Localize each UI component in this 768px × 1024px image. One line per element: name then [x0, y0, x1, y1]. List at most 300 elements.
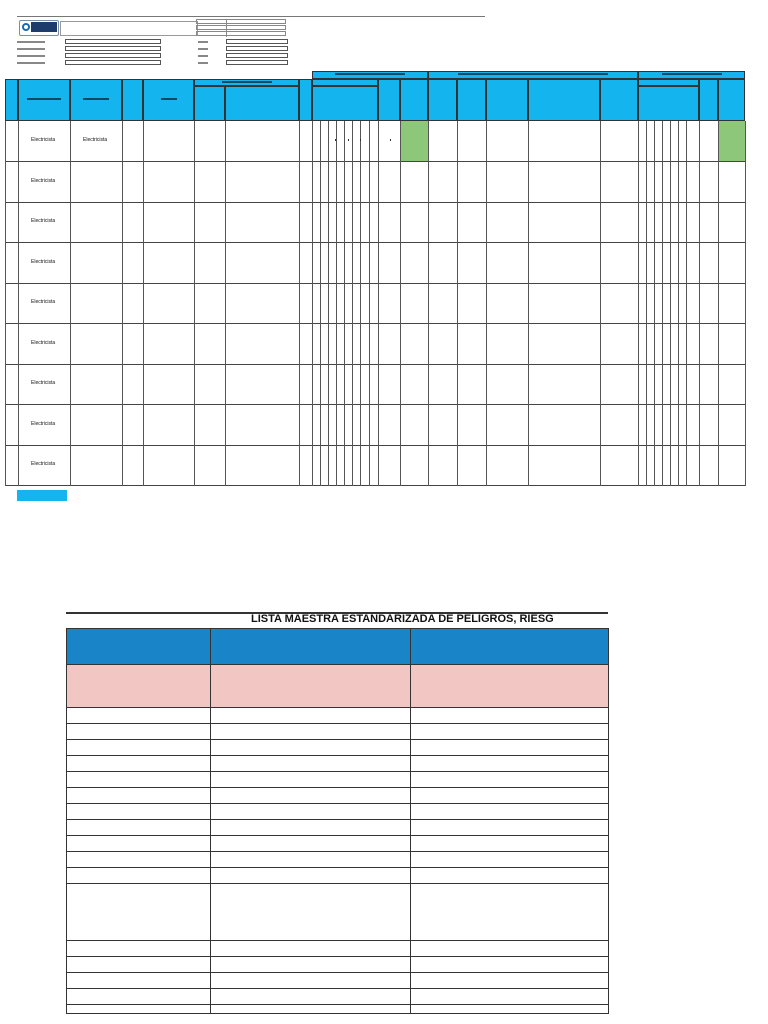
- cell-divider: [194, 162, 195, 203]
- table-row: [5, 162, 745, 203]
- cell-divider: [369, 162, 370, 203]
- cell-divider: [5, 121, 6, 162]
- cell-divider: [670, 324, 671, 365]
- cell-divider: [352, 324, 353, 365]
- cell-divider: [336, 243, 337, 284]
- meta-label: [17, 62, 45, 64]
- cell-divider: [646, 283, 647, 324]
- cell-divider: [70, 162, 71, 203]
- cell-divider: [320, 324, 321, 365]
- legend-box: [17, 490, 67, 501]
- meta-label: [198, 41, 208, 43]
- cell-divider: [718, 324, 719, 365]
- cell-divider: [299, 324, 300, 365]
- table-row: [5, 405, 745, 446]
- group-header-initial-evaluation: [312, 71, 428, 79]
- meta-label: [198, 48, 208, 50]
- cell-divider: [299, 202, 300, 243]
- table-row: [67, 740, 609, 756]
- cell-divider: [5, 202, 6, 243]
- cell-divider: [400, 445, 401, 486]
- cell-divider: [352, 202, 353, 243]
- cell-puesto: Electricista: [31, 137, 56, 143]
- cell-divider: [299, 364, 300, 405]
- cell-divider: [328, 445, 329, 486]
- col-header-control-ingenieria: [486, 79, 528, 121]
- cell-divider: [344, 364, 345, 405]
- cell-divider: [662, 283, 663, 324]
- table-row: [67, 884, 609, 941]
- cell-divider: [686, 324, 687, 365]
- cell-divider: [486, 283, 487, 324]
- table-row: [67, 941, 609, 957]
- cell-divider: [646, 121, 647, 162]
- cell-divider: [745, 243, 746, 284]
- cell-divider: [638, 283, 639, 324]
- col-header-number: [5, 79, 18, 121]
- cell-divider: [428, 405, 429, 446]
- cell-divider: [122, 243, 123, 284]
- cell-divider: [638, 162, 639, 203]
- cell-divider: [328, 283, 329, 324]
- cell-divider: [646, 202, 647, 243]
- cell-divider: [600, 243, 601, 284]
- cell-divider: [122, 405, 123, 446]
- risk-level-fill: [719, 121, 745, 161]
- col-header-severity: [378, 79, 400, 121]
- cell-divider: [312, 202, 313, 243]
- col-header-eliminacion: [428, 79, 457, 121]
- meta-field[interactable]: [65, 46, 161, 51]
- cell-divider: [360, 405, 361, 446]
- cell-divider: [428, 121, 429, 162]
- table-row: [5, 202, 745, 243]
- cell-divider: [678, 162, 679, 203]
- cell-divider: [600, 324, 601, 365]
- cell-divider: [745, 324, 746, 365]
- cell-divider: [344, 162, 345, 203]
- cell-divider: [378, 243, 379, 284]
- code-row: [196, 31, 286, 36]
- cell-divider: [352, 283, 353, 324]
- cell-divider: [328, 162, 329, 203]
- cell-divider: [428, 162, 429, 203]
- cell-divider: [486, 405, 487, 446]
- cell-divider: [378, 162, 379, 203]
- cell-divider: [369, 445, 370, 486]
- cell-divider: [312, 405, 313, 446]
- cell-divider: [344, 405, 345, 446]
- cell-divider: [528, 445, 529, 486]
- meta-fields-left: [17, 39, 147, 67]
- cell-divider: [122, 364, 123, 405]
- cell-divider: [344, 202, 345, 243]
- cell-divider: [678, 364, 679, 405]
- cell-puesto: Electricista: [31, 258, 56, 265]
- cell-divider: [699, 324, 700, 365]
- cell-divider: [225, 202, 226, 243]
- cell-divider: [336, 364, 337, 405]
- cell-divider: [457, 324, 458, 365]
- cell-divider: [320, 364, 321, 405]
- cell-divider: [225, 283, 226, 324]
- col-header-residual-severity: [699, 79, 718, 121]
- cell-divider: [225, 405, 226, 446]
- cell-divider: [686, 364, 687, 405]
- cell-divider: [122, 445, 123, 486]
- meta-field[interactable]: [65, 53, 161, 58]
- cell-divider: [646, 405, 647, 446]
- meta-field[interactable]: [226, 60, 288, 65]
- cell-puesto: Electricista: [31, 299, 56, 305]
- cell-divider: [600, 445, 601, 486]
- meta-label: [17, 41, 45, 43]
- cell-divider: [225, 324, 226, 365]
- col-header-puesto: [18, 79, 70, 121]
- cell-divider: [18, 243, 19, 284]
- cell-divider: [336, 283, 337, 324]
- meta-fields-right: [198, 39, 288, 67]
- cell-divider: [646, 162, 647, 203]
- cell-divider: [678, 121, 679, 162]
- cell-divider: [312, 324, 313, 365]
- code-divider: [226, 19, 227, 37]
- cell-divider: [600, 364, 601, 405]
- cell-divider: [70, 445, 71, 486]
- col-header: [411, 629, 609, 665]
- cell-divider: [194, 202, 195, 243]
- col-header-tipo-actividad: [122, 79, 143, 121]
- cell-divider: [143, 445, 144, 486]
- cell-divider: [312, 445, 313, 486]
- cell-divider: [312, 364, 313, 405]
- cell-divider: [18, 202, 19, 243]
- cell-divider: [745, 445, 746, 486]
- cell-divider: [646, 364, 647, 405]
- cell-divider: [486, 445, 487, 486]
- cell-divider: [194, 121, 195, 162]
- cell-divider: [678, 405, 679, 446]
- cell-divider: [654, 202, 655, 243]
- group-header-hazard-identification: [194, 79, 299, 86]
- cell-divider: [70, 121, 71, 162]
- cell-divider: [600, 405, 601, 446]
- cell-divider: [312, 243, 313, 284]
- col-header-epp: [600, 79, 638, 121]
- cell-divider: [486, 324, 487, 365]
- cell-divider: [678, 202, 679, 243]
- cell-divider: [5, 324, 6, 365]
- header-rule: [17, 16, 485, 17]
- cell-mark: [335, 139, 336, 141]
- cell-divider: [360, 283, 361, 324]
- cell-divider: [299, 121, 300, 162]
- cell-divider: [457, 405, 458, 446]
- document-title-box: [60, 21, 198, 36]
- table-row: [5, 324, 745, 365]
- cell-divider: [360, 243, 361, 284]
- cell-divider: [654, 324, 655, 365]
- table-row: [67, 772, 609, 788]
- cell-divider: [678, 243, 679, 284]
- cell-divider: [718, 243, 719, 284]
- cell-divider: [699, 202, 700, 243]
- cell-divider: [718, 405, 719, 446]
- cell-divider: [70, 243, 71, 284]
- cell-divider: [486, 202, 487, 243]
- cell-divider: [718, 202, 719, 243]
- cell-divider: [528, 364, 529, 405]
- cell-divider: [336, 121, 337, 162]
- cell-divider: [225, 162, 226, 203]
- meta-field[interactable]: [226, 39, 288, 44]
- col-header-risk-level: [400, 79, 428, 121]
- cell-divider: [699, 364, 700, 405]
- cell-divider: [5, 445, 6, 486]
- cell-divider: [18, 445, 19, 486]
- table-row: [67, 756, 609, 772]
- col-header-tareas: [143, 79, 194, 121]
- group-header-controls: [428, 71, 638, 79]
- cell-divider: [378, 324, 379, 365]
- cell-divider: [745, 283, 746, 324]
- cell-divider: [360, 445, 361, 486]
- table-row: [67, 836, 609, 852]
- table-row: [5, 243, 745, 284]
- cell-divider: [18, 121, 19, 162]
- cell-divider: [638, 445, 639, 486]
- col-header-sustitucion: [457, 79, 486, 121]
- cell-divider: [336, 202, 337, 243]
- cell-divider: [194, 405, 195, 446]
- cell-divider: [528, 121, 529, 162]
- col-header-agente: [194, 86, 225, 121]
- cell-divider: [670, 405, 671, 446]
- cell-divider: [328, 121, 329, 162]
- cell-divider: [638, 202, 639, 243]
- table-row: [67, 989, 609, 1005]
- cell-divider: [369, 202, 370, 243]
- cell-divider: [699, 162, 700, 203]
- table-row: [67, 868, 609, 884]
- cell-divider: [70, 364, 71, 405]
- cell-divider: [344, 283, 345, 324]
- cell-divider: [225, 243, 226, 284]
- cell-divider: [662, 121, 663, 162]
- cell-divider: [718, 162, 719, 203]
- cell-divider: [5, 283, 6, 324]
- cell-divider: [336, 405, 337, 446]
- cell-divider: [369, 405, 370, 446]
- subgroup-residual-probability: [638, 79, 699, 86]
- cell-divider: [686, 162, 687, 203]
- cell-divider: [654, 445, 655, 486]
- cell-divider: [428, 445, 429, 486]
- cell-divider: [18, 405, 19, 446]
- cell-divider: [670, 283, 671, 324]
- cell-divider: [600, 202, 601, 243]
- cell-divider: [143, 364, 144, 405]
- cell-divider: [654, 283, 655, 324]
- cell-divider: [638, 121, 639, 162]
- cell-divider: [344, 121, 345, 162]
- cell-divider: [646, 243, 647, 284]
- cell-divider: [699, 445, 700, 486]
- cell-divider: [352, 243, 353, 284]
- logo-wordmark: [31, 22, 57, 32]
- cell-divider: [745, 405, 746, 446]
- cell-divider: [638, 324, 639, 365]
- subgroup-probability: [312, 79, 378, 86]
- cell-divider: [18, 364, 19, 405]
- cell-divider: [486, 243, 487, 284]
- cell-divider: [143, 162, 144, 203]
- cell-divider: [122, 283, 123, 324]
- cell-divider: [600, 283, 601, 324]
- cell-divider: [360, 202, 361, 243]
- meta-field[interactable]: [226, 53, 288, 58]
- table-row: [67, 708, 609, 724]
- cell-divider: [528, 283, 529, 324]
- cell-divider: [686, 202, 687, 243]
- cell-divider: [718, 445, 719, 486]
- meta-field[interactable]: [65, 60, 161, 65]
- table-row: [67, 973, 609, 989]
- cell-divider: [400, 202, 401, 243]
- cell-divider: [18, 283, 19, 324]
- cell-divider: [143, 202, 144, 243]
- cell-divider: [320, 445, 321, 486]
- meta-field[interactable]: [65, 39, 161, 44]
- cell-divider: [670, 243, 671, 284]
- cell-divider: [352, 162, 353, 203]
- cell-divider: [662, 162, 663, 203]
- cell-divider: [194, 364, 195, 405]
- cell-actividad: Electricista: [83, 137, 108, 143]
- cell-divider: [352, 405, 353, 446]
- cell-divider: [699, 121, 700, 162]
- tecsup-logo: [19, 20, 59, 36]
- code-row: [196, 25, 286, 30]
- cell-divider: [400, 162, 401, 203]
- cell-divider: [360, 324, 361, 365]
- cell-divider: [328, 324, 329, 365]
- cell-divider: [662, 445, 663, 486]
- cell-divider: [718, 283, 719, 324]
- cell-divider: [638, 243, 639, 284]
- cell-divider: [143, 405, 144, 446]
- table-row: [67, 804, 609, 820]
- cell-divider: [194, 243, 195, 284]
- cell-divider: [320, 202, 321, 243]
- cell-divider: [378, 202, 379, 243]
- cell-divider: [18, 162, 19, 203]
- cell-divider: [360, 162, 361, 203]
- cell-divider: [528, 405, 529, 446]
- cell-divider: [428, 364, 429, 405]
- table-row: [5, 445, 745, 486]
- master-table-header: [67, 629, 609, 665]
- table-row: [5, 364, 745, 405]
- table-row: [67, 852, 609, 868]
- code-row: [196, 19, 286, 24]
- cell-divider: [299, 405, 300, 446]
- cell-divider: [428, 243, 429, 284]
- cell-divider: [378, 364, 379, 405]
- cell-divider: [654, 405, 655, 446]
- cell-divider: [299, 283, 300, 324]
- cell-divider: [638, 405, 639, 446]
- cell-divider: [299, 243, 300, 284]
- cell-divider: [360, 121, 361, 162]
- cell-divider: [457, 283, 458, 324]
- cell-divider: [194, 445, 195, 486]
- cell-divider: [662, 202, 663, 243]
- cell-divider: [18, 324, 19, 365]
- cell-divider: [662, 405, 663, 446]
- cell-divider: [378, 283, 379, 324]
- master-list-title: LISTA MAESTRA ESTANDARIZADA DE PELIGROS, RIESG: [251, 613, 554, 625]
- cell-divider: [352, 121, 353, 162]
- meta-field[interactable]: [226, 46, 288, 51]
- cell-divider: [344, 243, 345, 284]
- cell-divider: [745, 364, 746, 405]
- cell-divider: [670, 202, 671, 243]
- cell-divider: [457, 162, 458, 203]
- cell-divider: [378, 445, 379, 486]
- cell-divider: [654, 243, 655, 284]
- table-row: [67, 820, 609, 836]
- table-row: [67, 665, 609, 708]
- cell-divider: [5, 364, 6, 405]
- cell-divider: [369, 324, 370, 365]
- cell-divider: [143, 283, 144, 324]
- cell-divider: [654, 162, 655, 203]
- cell-divider: [670, 445, 671, 486]
- cell-divider: [638, 364, 639, 405]
- cell-divider: [344, 324, 345, 365]
- cell-divider: [122, 324, 123, 365]
- cell-divider: [122, 202, 123, 243]
- cell-divider: [122, 162, 123, 203]
- table-row: [67, 788, 609, 804]
- cell-divider: [486, 364, 487, 405]
- cell-divider: [299, 445, 300, 486]
- cell-divider: [662, 243, 663, 284]
- risk-level-fill: [401, 121, 428, 161]
- cell-divider: [428, 283, 429, 324]
- cell-divider: [457, 364, 458, 405]
- cell-divider: [336, 324, 337, 365]
- cell-puesto: Electricista: [31, 339, 56, 346]
- cell-divider: [352, 445, 353, 486]
- cell-divider: [457, 121, 458, 162]
- cell-divider: [378, 405, 379, 446]
- cell-divider: [328, 202, 329, 243]
- cell-divider: [312, 283, 313, 324]
- cell-divider: [400, 283, 401, 324]
- cell-puesto: Electricista: [31, 380, 56, 386]
- cell-divider: [5, 243, 6, 284]
- cell-divider: [143, 121, 144, 162]
- cell-divider: [428, 202, 429, 243]
- meta-label: [17, 55, 45, 57]
- cell-mark: [348, 139, 349, 141]
- cell-divider: [369, 121, 370, 162]
- meta-label: [17, 48, 45, 50]
- cell-divider: [336, 162, 337, 203]
- cell-divider: [428, 324, 429, 365]
